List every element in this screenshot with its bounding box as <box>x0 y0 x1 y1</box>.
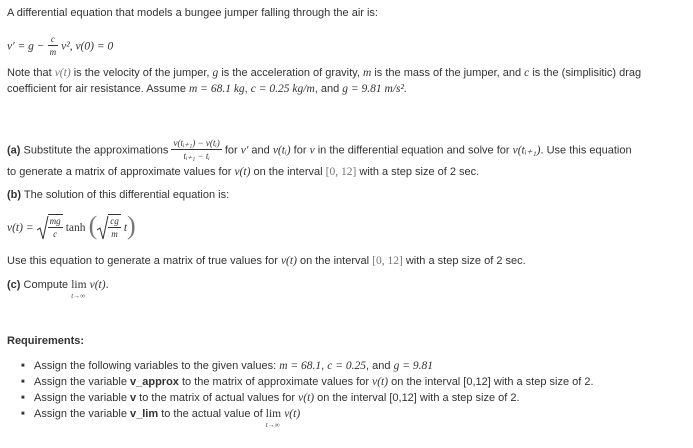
math-g-value: g = 9.81 m/s². <box>342 83 407 95</box>
right-paren: ) <box>127 211 136 241</box>
math-m-value: m = 68.1 <box>279 360 322 372</box>
math-c-value: c = 0.25 kg/m <box>250 83 315 95</box>
part-a-text: with a step size of 2 sec. <box>356 166 480 178</box>
math-v-prime: v′ <box>240 144 249 157</box>
part-a-text: on the interval <box>250 166 326 178</box>
part-b-use-line <box>7 254 526 268</box>
ode-fraction <box>48 33 59 58</box>
part-b-text: The solution of this differential equation is: <box>21 189 230 201</box>
solution-equation <box>7 211 136 242</box>
part-c-text: Compute <box>20 279 72 291</box>
part-b-text: on the interval <box>296 255 373 267</box>
math-v-t: v(t) <box>54 67 71 79</box>
math-m-value: m = 68.1 kg <box>189 83 245 95</box>
req-text: on the interval [0,12] with a step size of 2. <box>314 392 520 404</box>
sqrt-den: c <box>53 229 58 240</box>
ode-equation <box>7 34 113 59</box>
list-item <box>34 406 594 429</box>
part-c-line <box>7 278 109 300</box>
math-v: v <box>309 144 315 157</box>
math-v-t: v(t) <box>89 279 106 291</box>
requirements-list <box>20 358 594 429</box>
lim-label: lim <box>71 279 87 291</box>
solution-lhs: v(t) = <box>7 222 34 234</box>
part-a-line-1 <box>7 138 632 163</box>
req-text: Assign the variable <box>34 392 130 404</box>
math-v-ti: v(tᵢ) <box>272 144 291 157</box>
ode-rhs: v², v(0) = 0 <box>61 40 114 53</box>
part-a-text: . Use this equation <box>540 144 632 157</box>
math-v-t: v(t) <box>372 376 389 388</box>
intro-text: A differential equation that models a bungee jumper falling through the air is: <box>7 7 378 19</box>
tanh-label: tanh <box>65 222 86 234</box>
math-interval: [0, 12] <box>372 255 403 267</box>
math-g-value: g = 9.81 <box>393 360 433 372</box>
var-name: v_approx <box>130 376 179 388</box>
left-paren: ( <box>88 211 98 241</box>
list-item <box>34 358 594 374</box>
list-item <box>34 374 594 390</box>
note-text: is the mass of the jumper, and <box>371 67 525 79</box>
req-text: to the matrix of approximate values for <box>178 376 373 388</box>
part-b-text: Use this equation to generate a matrix of true values for <box>7 255 281 267</box>
lim-subscript: t→∞ <box>71 292 86 300</box>
math-v-t: v(t) <box>234 166 251 178</box>
note-text: , and <box>314 83 343 95</box>
note-text: is the velocity of the jumper, <box>70 67 213 79</box>
list-item <box>34 390 594 406</box>
math-interval: [0, 12] <box>325 166 357 178</box>
limit-expression <box>71 278 87 300</box>
sqrt-den: m <box>111 229 118 240</box>
sqrt-cg-over-m <box>97 214 121 242</box>
lim-subscript: t→∞ <box>265 421 280 429</box>
ode-frac-den: m <box>49 47 57 57</box>
math-v-t: v(t) <box>280 255 297 267</box>
sqrt-num: cg <box>110 216 119 227</box>
sqrt-frac <box>108 214 121 240</box>
sqrt-num: mg <box>49 216 61 227</box>
req-text: Assign the variable <box>34 376 130 388</box>
part-a-label: (a) <box>7 144 21 157</box>
part-c-text: . <box>105 279 109 291</box>
math-v-t: v(t) <box>284 408 301 420</box>
part-c-label: (c) <box>7 279 21 291</box>
ode-lhs: v′ = g − <box>7 40 45 53</box>
note-text: Note that <box>7 67 55 79</box>
math-c-value: c = 0.25 <box>327 360 367 372</box>
math-m: m <box>362 67 372 79</box>
lim-label: lim <box>265 408 282 420</box>
math-g: g <box>212 67 219 79</box>
part-a-text: in the differential equation and solve for <box>314 144 513 157</box>
part-b-text: with a step size of 2 sec. <box>402 255 526 267</box>
difference-num: v(tᵢ₊₁) − v(tᵢ) <box>173 138 220 148</box>
sqrt-frac <box>48 214 63 240</box>
part-a-text: and <box>248 144 273 157</box>
var-name: v <box>130 392 137 404</box>
ode-frac-num: c <box>48 33 59 46</box>
note-line-1 <box>7 66 641 80</box>
req-text: to the matrix of actual values for <box>136 392 299 404</box>
difference-den: tᵢ₊₁ − tᵢ <box>183 151 210 161</box>
difference-quotient <box>171 137 221 162</box>
requirements-heading: Requirements: <box>7 335 85 347</box>
note-text: is the (simplisitic) drag <box>529 67 642 79</box>
req-text: to the actual value of <box>158 408 266 420</box>
req-text: Assign the variable <box>34 408 130 420</box>
part-b-line <box>7 188 229 202</box>
req-text: , <box>321 360 328 372</box>
part-a-text: for <box>290 144 310 157</box>
part-b-label: (b) <box>7 189 22 201</box>
part-a-text: for <box>224 144 241 157</box>
part-a-text: Substitute the approximations <box>20 144 172 157</box>
note-line-2 <box>7 82 407 96</box>
note-text: coefficient for air resistance. Assume <box>7 83 189 95</box>
math-v-ti-plus-1: v(tᵢ₊₁) <box>512 144 541 157</box>
math-t: t <box>123 222 128 234</box>
req-text: , and <box>366 360 394 372</box>
var-name: v_lim <box>130 408 159 420</box>
note-text: is the acceleration of gravity, <box>218 67 363 79</box>
limit-expression <box>265 406 282 429</box>
math-v-t: v(t) <box>298 392 315 404</box>
note-text: , <box>244 83 251 95</box>
req-text: Assign the following variables to the given values: <box>34 360 280 372</box>
part-a-text: to generate a matrix of approximate values for <box>7 166 235 178</box>
part-a-line-2 <box>7 165 479 179</box>
req-text: on the interval [0,12] with a step size of 2. <box>388 376 594 388</box>
sqrt-mg-over-c <box>37 214 63 242</box>
math-c: c <box>524 67 530 79</box>
